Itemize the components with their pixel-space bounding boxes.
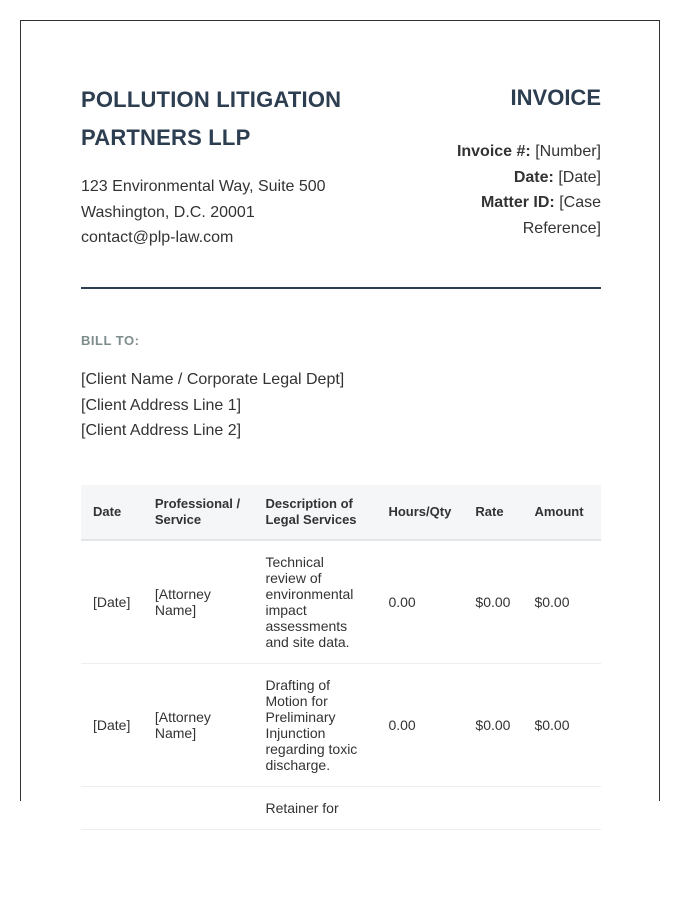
firm-address-line2: Washington, D.C. 20001 — [81, 203, 255, 221]
bill-to-label: BILL TO: — [81, 333, 140, 348]
header-hours: Hours/Qty — [376, 485, 463, 540]
matter-id-value: [Case Reference] — [522, 194, 601, 237]
invoice-number-value: [Number] — [535, 143, 601, 160]
row-amount — [522, 787, 601, 830]
firm-address-line1: 123 Environmental Way, Suite 500 — [81, 178, 326, 195]
row-professional: [Attorney Name] — [143, 664, 254, 787]
header-professional: Professional / Service — [143, 485, 254, 540]
row-date: [Date] — [81, 540, 143, 664]
row-amount: $0.00 — [522, 540, 601, 664]
row-description: Technical review of environmental impact assessments and site data. — [253, 540, 376, 664]
invoice-title: INVOICE — [510, 85, 601, 110]
row-professional — [143, 787, 254, 830]
invoice-number-row — [431, 139, 601, 165]
bill-to-line1: [Client Name / Corporate Legal Dept] — [81, 371, 345, 388]
invoice-page — [20, 20, 660, 816]
header-divider — [81, 287, 601, 289]
matter-id-label: Matter ID: — [480, 194, 555, 211]
firm-address — [81, 174, 326, 251]
invoice-date-row — [431, 165, 601, 191]
header-amount: Amount — [522, 485, 601, 540]
invoice-number-label: Invoice #: — [456, 143, 531, 160]
row-hours: 0.00 — [376, 664, 463, 787]
header-rate: Rate — [463, 485, 522, 540]
invoice-meta — [431, 139, 601, 241]
bill-to-line2: [Client Address Line 1] — [81, 396, 242, 414]
row-professional: [Attorney Name] — [143, 540, 254, 664]
row-description: Retainer for — [253, 787, 376, 830]
row-date: [Date] — [81, 664, 143, 787]
table-header-row — [81, 485, 601, 540]
row-rate — [463, 787, 522, 830]
row-date — [81, 787, 143, 830]
invoice-date-value: [Date] — [558, 168, 601, 186]
row-description: Drafting of Motion for Preliminary Injunction regarding toxic discharge. — [253, 664, 376, 787]
row-rate: $0.00 — [463, 540, 522, 664]
header-description: Description of Legal Services — [253, 485, 376, 540]
matter-id-row — [431, 190, 601, 241]
bill-to-line3: [Client Address Line 2] — [81, 422, 242, 439]
firm-email: contact@plp-law.com — [81, 229, 234, 246]
row-hours: 0.00 — [376, 540, 463, 664]
invoice-date-label: Date: — [513, 168, 554, 186]
services-table — [81, 485, 601, 830]
header-date: Date — [81, 485, 143, 540]
row-amount: $0.00 — [522, 664, 601, 787]
table-row — [81, 540, 601, 664]
firm-name: POLLUTION LITIGATION PARTNERS LLP — [81, 87, 342, 150]
row-hours — [376, 787, 463, 830]
table-row — [81, 664, 601, 787]
row-rate: $0.00 — [463, 664, 522, 787]
table-row — [81, 787, 601, 830]
bill-to-address — [81, 367, 344, 444]
